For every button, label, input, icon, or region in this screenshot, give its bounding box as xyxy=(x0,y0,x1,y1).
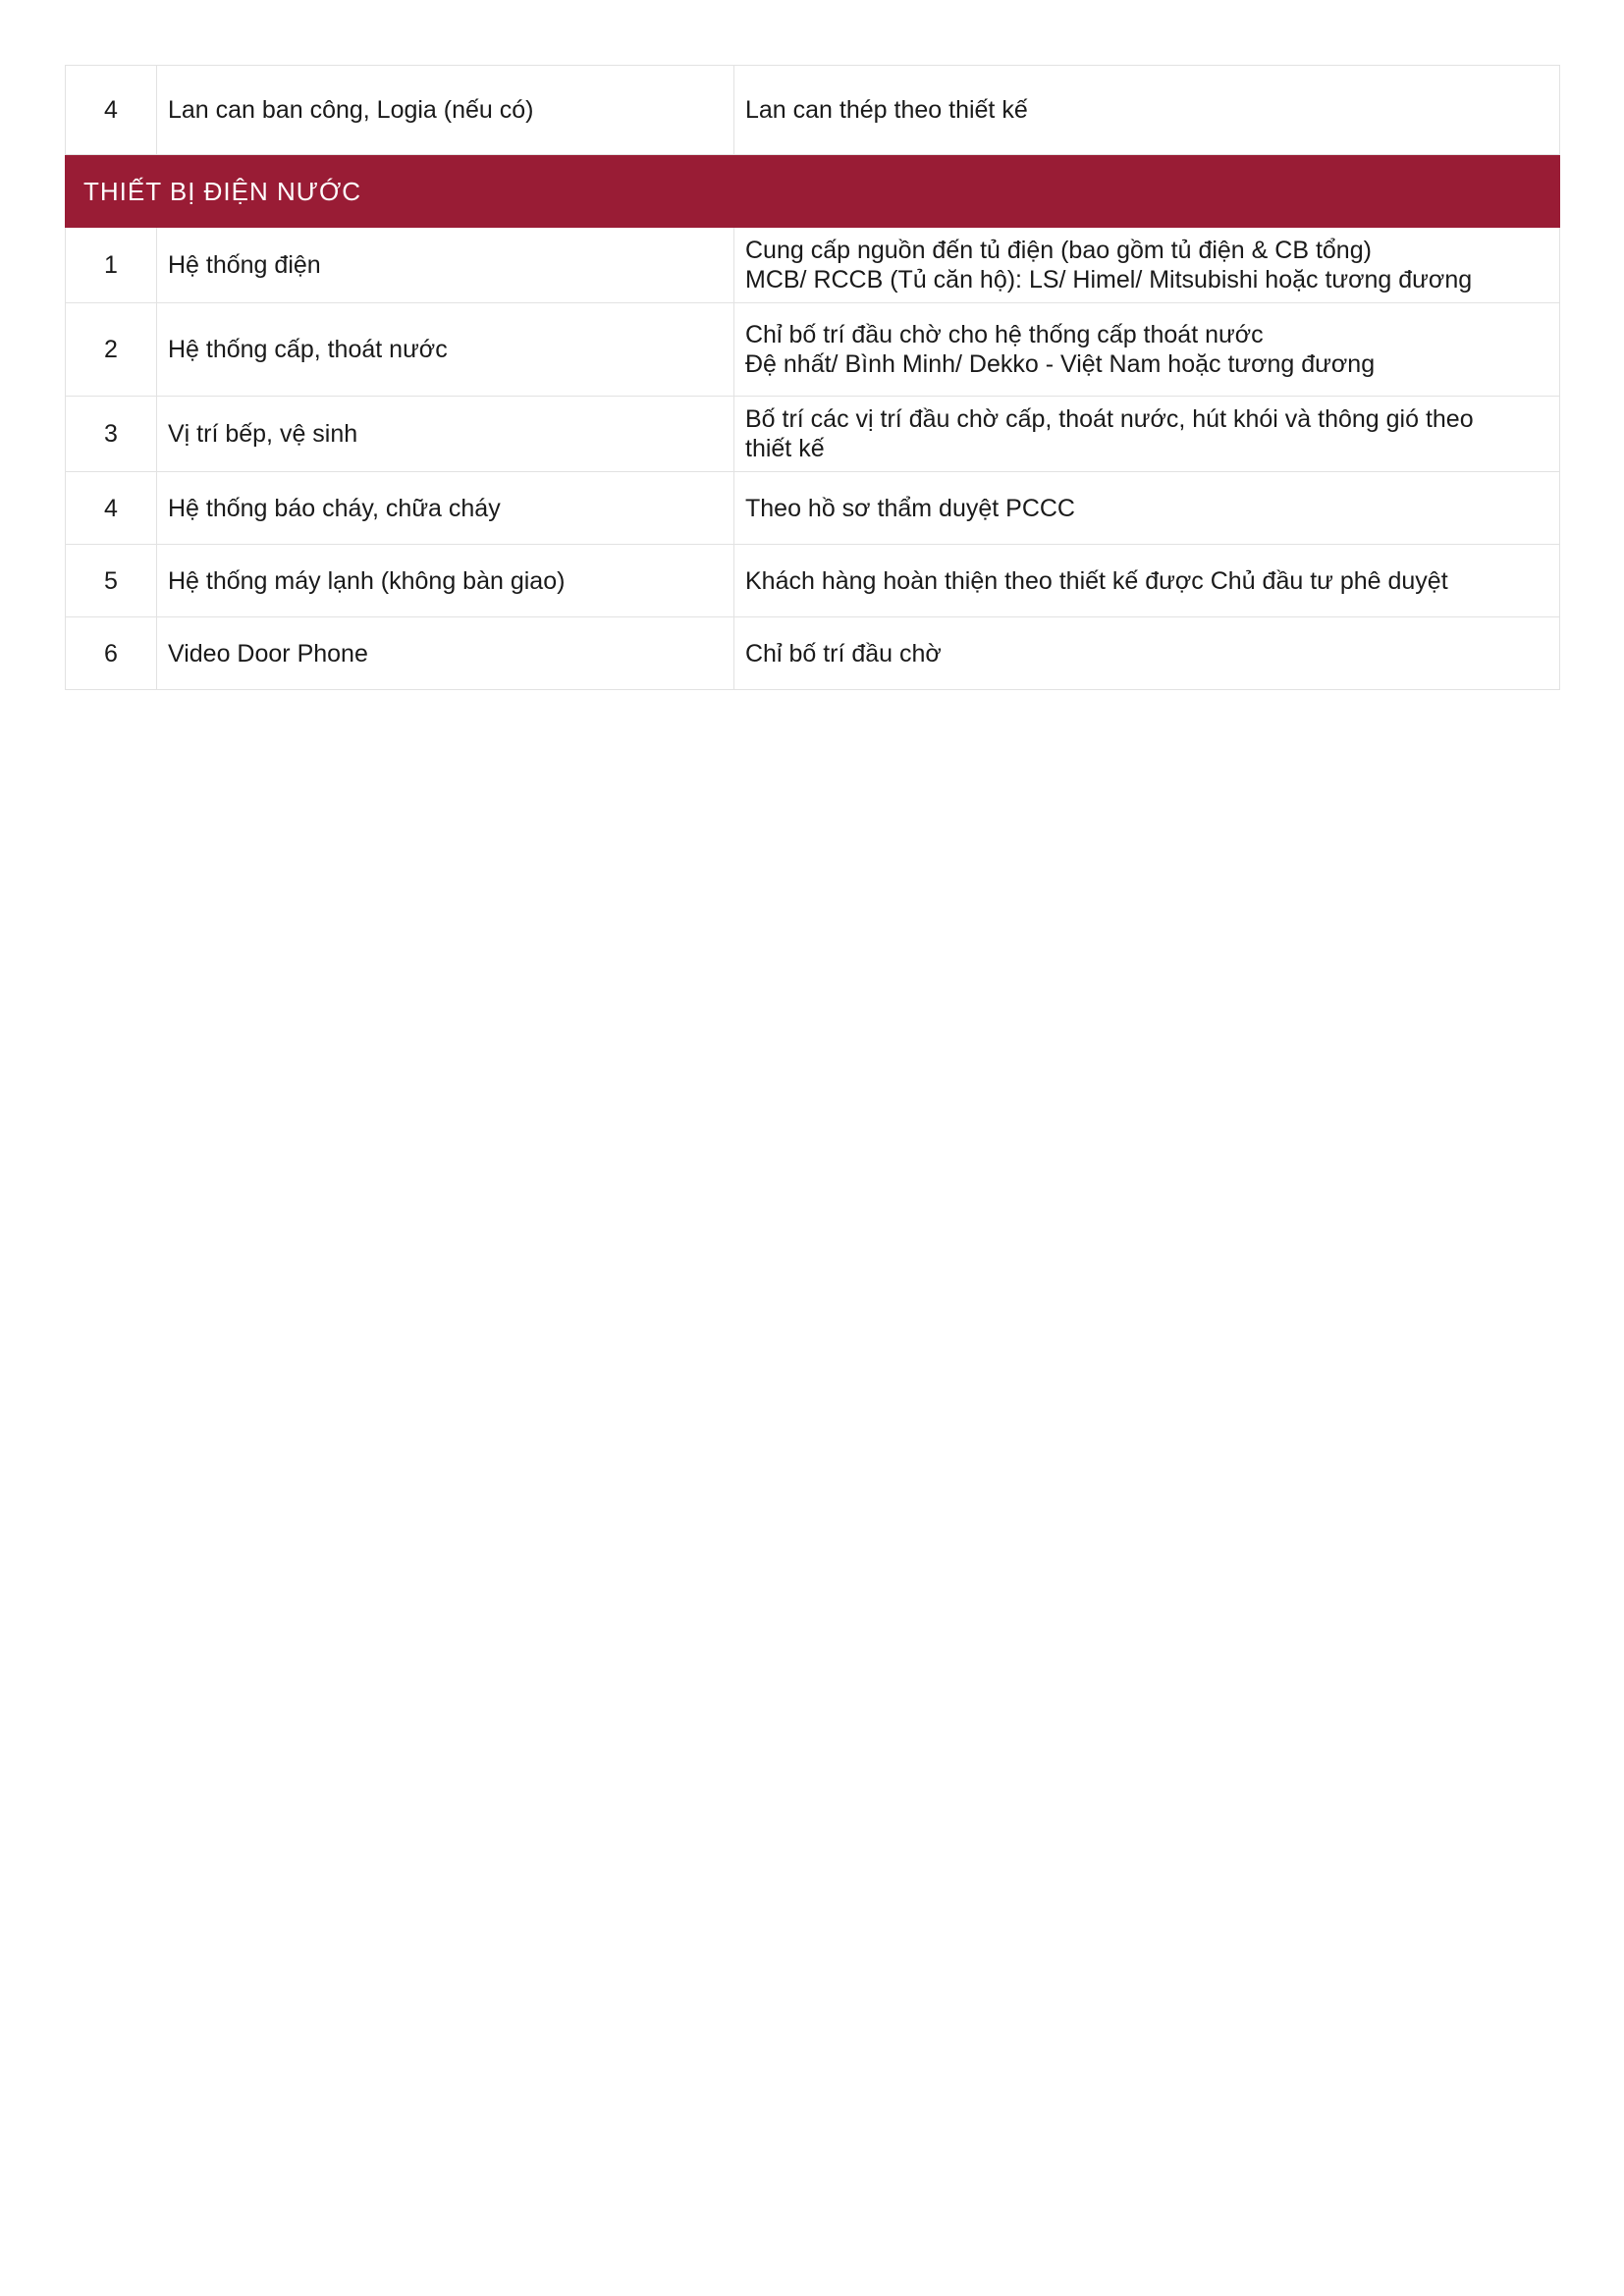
section-header-row xyxy=(66,155,1560,228)
description-line: Lan can thép theo thiết kế xyxy=(745,96,1028,124)
table-row xyxy=(66,472,1560,545)
row-item-name: Hệ thống máy lạnh (không bàn giao) xyxy=(157,545,734,617)
row-item-name: Lan can ban công, Logia (nếu có) xyxy=(157,66,734,155)
row-description xyxy=(734,545,1560,617)
row-description xyxy=(734,397,1560,472)
row-item-name: Hệ thống cấp, thoát nước xyxy=(157,303,734,397)
description-line: Cung cấp nguồn đến tủ điện (bao gồm tủ điện & CB tổng) xyxy=(745,237,1372,264)
row-number: 6 xyxy=(66,617,157,690)
table-row xyxy=(66,397,1560,472)
spec-table-body xyxy=(66,66,1560,690)
row-number: 2 xyxy=(66,303,157,397)
description-line: thiết kế xyxy=(745,435,825,462)
row-number: 3 xyxy=(66,397,157,472)
row-item-name: Video Door Phone xyxy=(157,617,734,690)
section-title: THIẾT BỊ ĐIỆN NƯỚC xyxy=(66,155,1560,228)
row-number: 1 xyxy=(66,228,157,303)
row-number: 4 xyxy=(66,66,157,155)
row-item-name: Hệ thống điện xyxy=(157,228,734,303)
description-line: Chỉ bố trí đầu chờ xyxy=(745,639,942,667)
row-description xyxy=(734,617,1560,690)
description-line: Khách hàng hoàn thiện theo thiết kế được Chủ đầu tư phê duyệt xyxy=(745,566,1448,595)
table-row xyxy=(66,303,1560,397)
row-description xyxy=(734,472,1560,545)
row-description xyxy=(734,228,1560,303)
row-number: 4 xyxy=(66,472,157,545)
table-row xyxy=(66,545,1560,617)
description-line: Chỉ bố trí đầu chờ cho hệ thống cấp thoát nước xyxy=(745,321,1264,348)
row-item-name: Vị trí bếp, vệ sinh xyxy=(157,397,734,472)
table-row xyxy=(66,617,1560,690)
row-item-name: Hệ thống báo cháy, chữa cháy xyxy=(157,472,734,545)
description-line: Đệ nhất/ Bình Minh/ Dekko - Việt Nam hoặc tương đương xyxy=(745,350,1376,378)
description-line: Theo hồ sơ thẩm duyệt PCCC xyxy=(745,494,1075,522)
table-row xyxy=(66,66,1560,155)
row-description xyxy=(734,66,1560,155)
table-row xyxy=(66,228,1560,303)
description-line: MCB/ RCCB (Tủ căn hộ): LS/ Himel/ Mitsubishi hoặc tương đương xyxy=(745,266,1473,294)
description-line: Bố trí các vị trí đầu chờ cấp, thoát nước, hút khói và thông gió theo xyxy=(745,405,1474,433)
spec-table xyxy=(65,65,1560,690)
row-number: 5 xyxy=(66,545,157,617)
row-description xyxy=(734,303,1560,397)
